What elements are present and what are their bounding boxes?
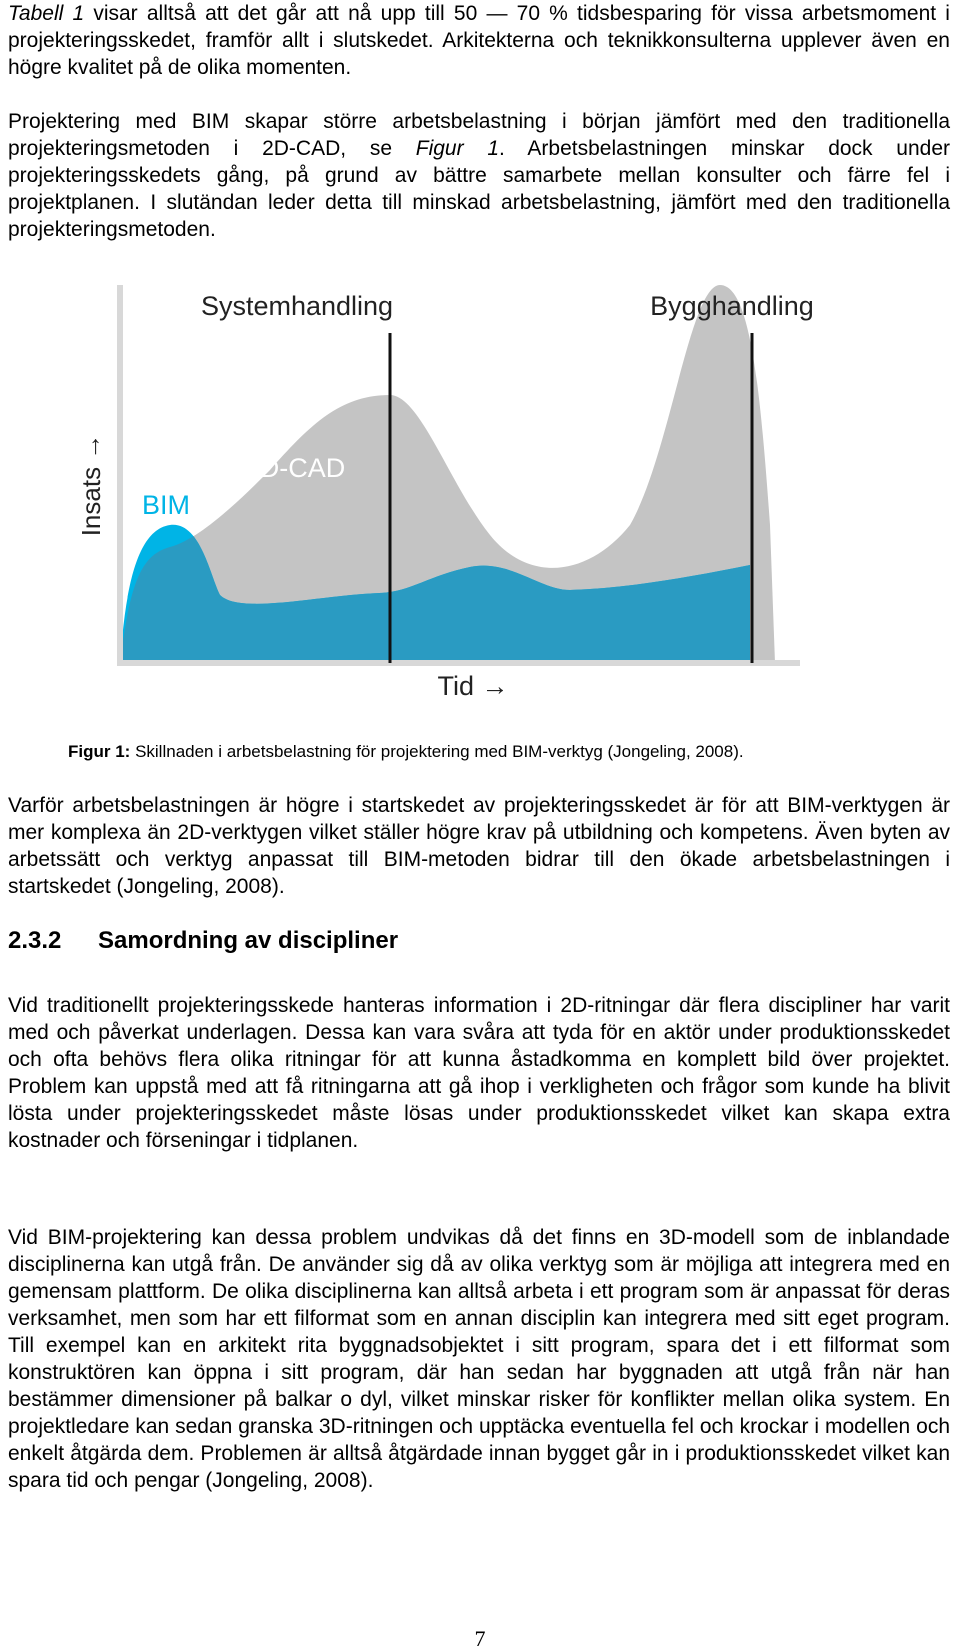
- section-title: Samordning av discipliner: [98, 927, 399, 954]
- figure-reference: Figur 1: [415, 137, 500, 160]
- intro-paragraph: [8, 0, 950, 81]
- table-reference: Tabell 1: [8, 2, 85, 25]
- systemhandling-label: Systemhandling: [200, 291, 394, 321]
- cad-series-label: 2D-CAD: [244, 453, 346, 483]
- section-heading: [8, 927, 398, 955]
- traditional-projecting-paragraph: Vid traditionellt projekteringsskede hanteras information i 2D-ritningar där flera discipliner har varit med och påverkat underlagen. Dessa kan vara svåra att tyda för en aktör under produktionsskedet och ofta behövs flera olika ritningar för att kunna åstadkomma en komplett bild över projektet. Problem kan uppstå med att få ritningarna att gå ihop i verkligheten och frågor som kunde ha blivit lösta under projekteringsskedet måste lösas under produktionsskedet vilket kan skapa extra kostnader och förseningar i tidplanen.: [8, 994, 950, 1152]
- workload-diagram: [70, 285, 850, 735]
- para2-before: Projektering med BIM skapar större arbetsbelastning i början jämfört med den traditionella projekteringsmetoden i 2D-CAD, se: [8, 110, 950, 160]
- para2-after: . Arbetsbelastningen minskar dock under projekteringsskedets gång, på grund av bättre samarbete mellan konsulter och färre fel i projektplanen. I slutändan leder detta till minskad arbetsbelastning, jämfört med den traditionella projekteringsmetoden.: [8, 137, 950, 241]
- caption-text: Skillnaden i arbetsbelastning för projektering med BIM-verktyg (Jongeling, 2008).: [130, 742, 744, 761]
- y-axis-label: Insats →: [76, 433, 106, 537]
- bim-startup-paragraph: Varför arbetsbelastningen är högre i startskedet av projekteringsskedet är för att BIM-verktygen är mer komplexa än 2D-verktygen vilket ställer högre krav på utbildning och kompetens. Även byten av arbetssätt och verktyg anpassat till BIM-metoden bidrar till den ökade arbetsbelastningen i startskedet (Jongeling, 2008).: [8, 794, 950, 898]
- workload-figure: [70, 285, 850, 735]
- bygghandling-label: Bygghandling: [650, 291, 814, 321]
- caption-label: Figur 1:: [68, 742, 131, 761]
- page-number: 7: [474, 1626, 486, 1651]
- section-number: 2.3.2: [8, 927, 62, 954]
- intro-text: visar alltså att det går att nå upp till 50 — 70 % tidsbesparing för vissa arbetsmoment i projekteringsskedet, framför allt i slutskedet. Arkitekterna och teknikkonsulterna upplever även en högre kvalitet på de olika momenten.: [8, 2, 950, 79]
- bim-series-label: BIM: [141, 490, 191, 520]
- figure-caption: [68, 742, 948, 762]
- bim-projecting-paragraph: Vid BIM-projektering kan dessa problem undvikas då det finns en 3D-modell som de inblandade disciplinerna kan utgå från. De använder sig då av olika verktyg som är möjliga att integrera med en gemensam plattform. De olika disciplinerna kan alltså arbeta i ett program som är anpassat för deras verksamhet, men som har ett filformat som en annan disciplin kan integrera med sitt eget program. Till exempel kan en arkitekt rita byggnadsobjektet i sitt program, spara det i ett filformat som konstruktören kan öppna i sitt program, där han sedan har byggnaden att utgå från när han bestämmer dimensioner på balkar o dyl, vilket minskar risker för konflikter mellan olika system. En projektledare kan sedan granska 3D-ritningen och upptäcka eventuella fel och krockar i modellen och enkelt åtgärda dem. Problemen är alltså åtgärdade innan bygget går in i produktionsskedet vilket kan spara tid och pengar (Jongeling, 2008).: [8, 1226, 950, 1492]
- bim-workload-paragraph: [8, 108, 950, 243]
- x-axis-label: Tid →: [437, 671, 509, 701]
